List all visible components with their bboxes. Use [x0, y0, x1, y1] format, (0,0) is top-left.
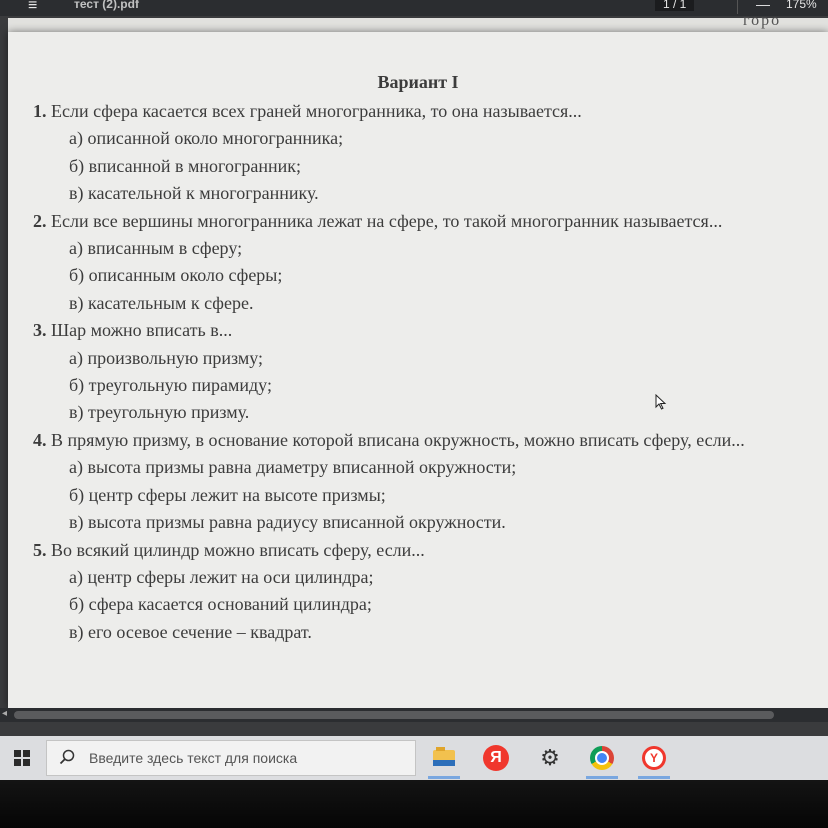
question-number: 3.: [33, 320, 47, 341]
answer-option: в) касательной к многограннику.: [69, 183, 319, 204]
windows-taskbar: [0, 736, 828, 780]
start-button[interactable]: [6, 742, 38, 774]
scrollbar-thumb[interactable]: [14, 711, 774, 719]
chrome-icon[interactable]: [586, 742, 618, 774]
zoom-level[interactable]: 175%: [786, 0, 817, 11]
question-number: 5.: [33, 539, 47, 560]
answer-option: а) произвольную призму;: [69, 347, 264, 368]
windows-logo-icon: [14, 750, 30, 766]
answer-option: а) вписанным в сферу;: [69, 238, 243, 259]
answer-option: в) касательным к сфере.: [69, 292, 254, 313]
question-4: [33, 427, 823, 454]
settings-gear-icon[interactable]: ⚙: [540, 745, 560, 770]
page-top-strip: [8, 12, 828, 32]
answer-option: а) описанной около многогранника;: [69, 128, 344, 149]
toolbar-divider: [737, 0, 738, 14]
question-text: Шар можно вписать в...: [51, 320, 233, 341]
question-text: Если все вершины многогранника лежат на сфере, то такой многогранник называется...: [51, 210, 723, 231]
answer-option: б) вписанной в многогранник;: [69, 155, 301, 176]
document-content: [33, 72, 823, 646]
answer-option: б) сфера касается оснований цилиндра;: [69, 594, 372, 615]
question-number: 4.: [33, 429, 47, 450]
monitor-bezel: [0, 780, 828, 828]
file-name: тест (2).pdf: [74, 0, 139, 11]
yandex-icon[interactable]: Я: [480, 742, 512, 774]
answer-option: в) его осевое сечение – квадрат.: [69, 621, 312, 642]
pdf-toolbar: [0, 0, 828, 16]
answer-option: в) высота призмы равна радиусу вписанной окружности.: [69, 512, 506, 533]
question-text: В прямую призму, в основание которой вписана окружность, можно вписать сферу, если...: [51, 429, 745, 450]
search-icon: [59, 749, 75, 765]
answer-option: а) центр сферы лежит на оси цилиндра;: [69, 566, 374, 587]
question-2: [33, 208, 823, 235]
page-indicator[interactable]: 1 / 1: [655, 0, 694, 11]
header-fragment: горо: [743, 12, 782, 29]
horizontal-scrollbar[interactable]: [0, 708, 828, 722]
pdf-page[interactable]: [8, 32, 828, 708]
file-explorer-icon[interactable]: [428, 742, 460, 774]
active-app-indicator: [428, 776, 460, 779]
mouse-cursor-icon: [655, 394, 667, 410]
hamburger-menu-icon[interactable]: ≡: [28, 0, 38, 14]
zoom-out-button[interactable]: —: [756, 0, 770, 12]
question-text: Во всякий цилиндр можно вписать сферу, если...: [51, 539, 425, 560]
answer-option: в) треугольную призму.: [69, 402, 250, 423]
taskbar-search-box[interactable]: [46, 740, 416, 776]
question-number: 2.: [33, 210, 47, 231]
active-app-indicator: [586, 776, 618, 779]
question-5: [33, 537, 823, 564]
question-text: Если сфера касается всех граней многогранника, то она называется...: [51, 101, 582, 121]
answer-option: б) описанным около сферы;: [69, 265, 283, 286]
scroll-left-icon[interactable]: ◂: [2, 708, 8, 719]
active-app-indicator: [638, 776, 670, 779]
answer-option: б) треугольную пирамиду;: [69, 375, 272, 396]
search-placeholder: Введите здесь текст для поиска: [89, 750, 298, 766]
question-number: 1.: [33, 101, 47, 121]
question-1: [33, 98, 823, 125]
answer-option: а) высота призмы равна диаметру вписанной окружности;: [69, 457, 517, 478]
yandex-browser-icon[interactable]: Y: [638, 742, 670, 774]
variant-title: Вариант I: [377, 72, 459, 92]
question-3: [33, 317, 823, 344]
answer-option: б) центр сферы лежит на высоте призмы;: [69, 484, 386, 505]
